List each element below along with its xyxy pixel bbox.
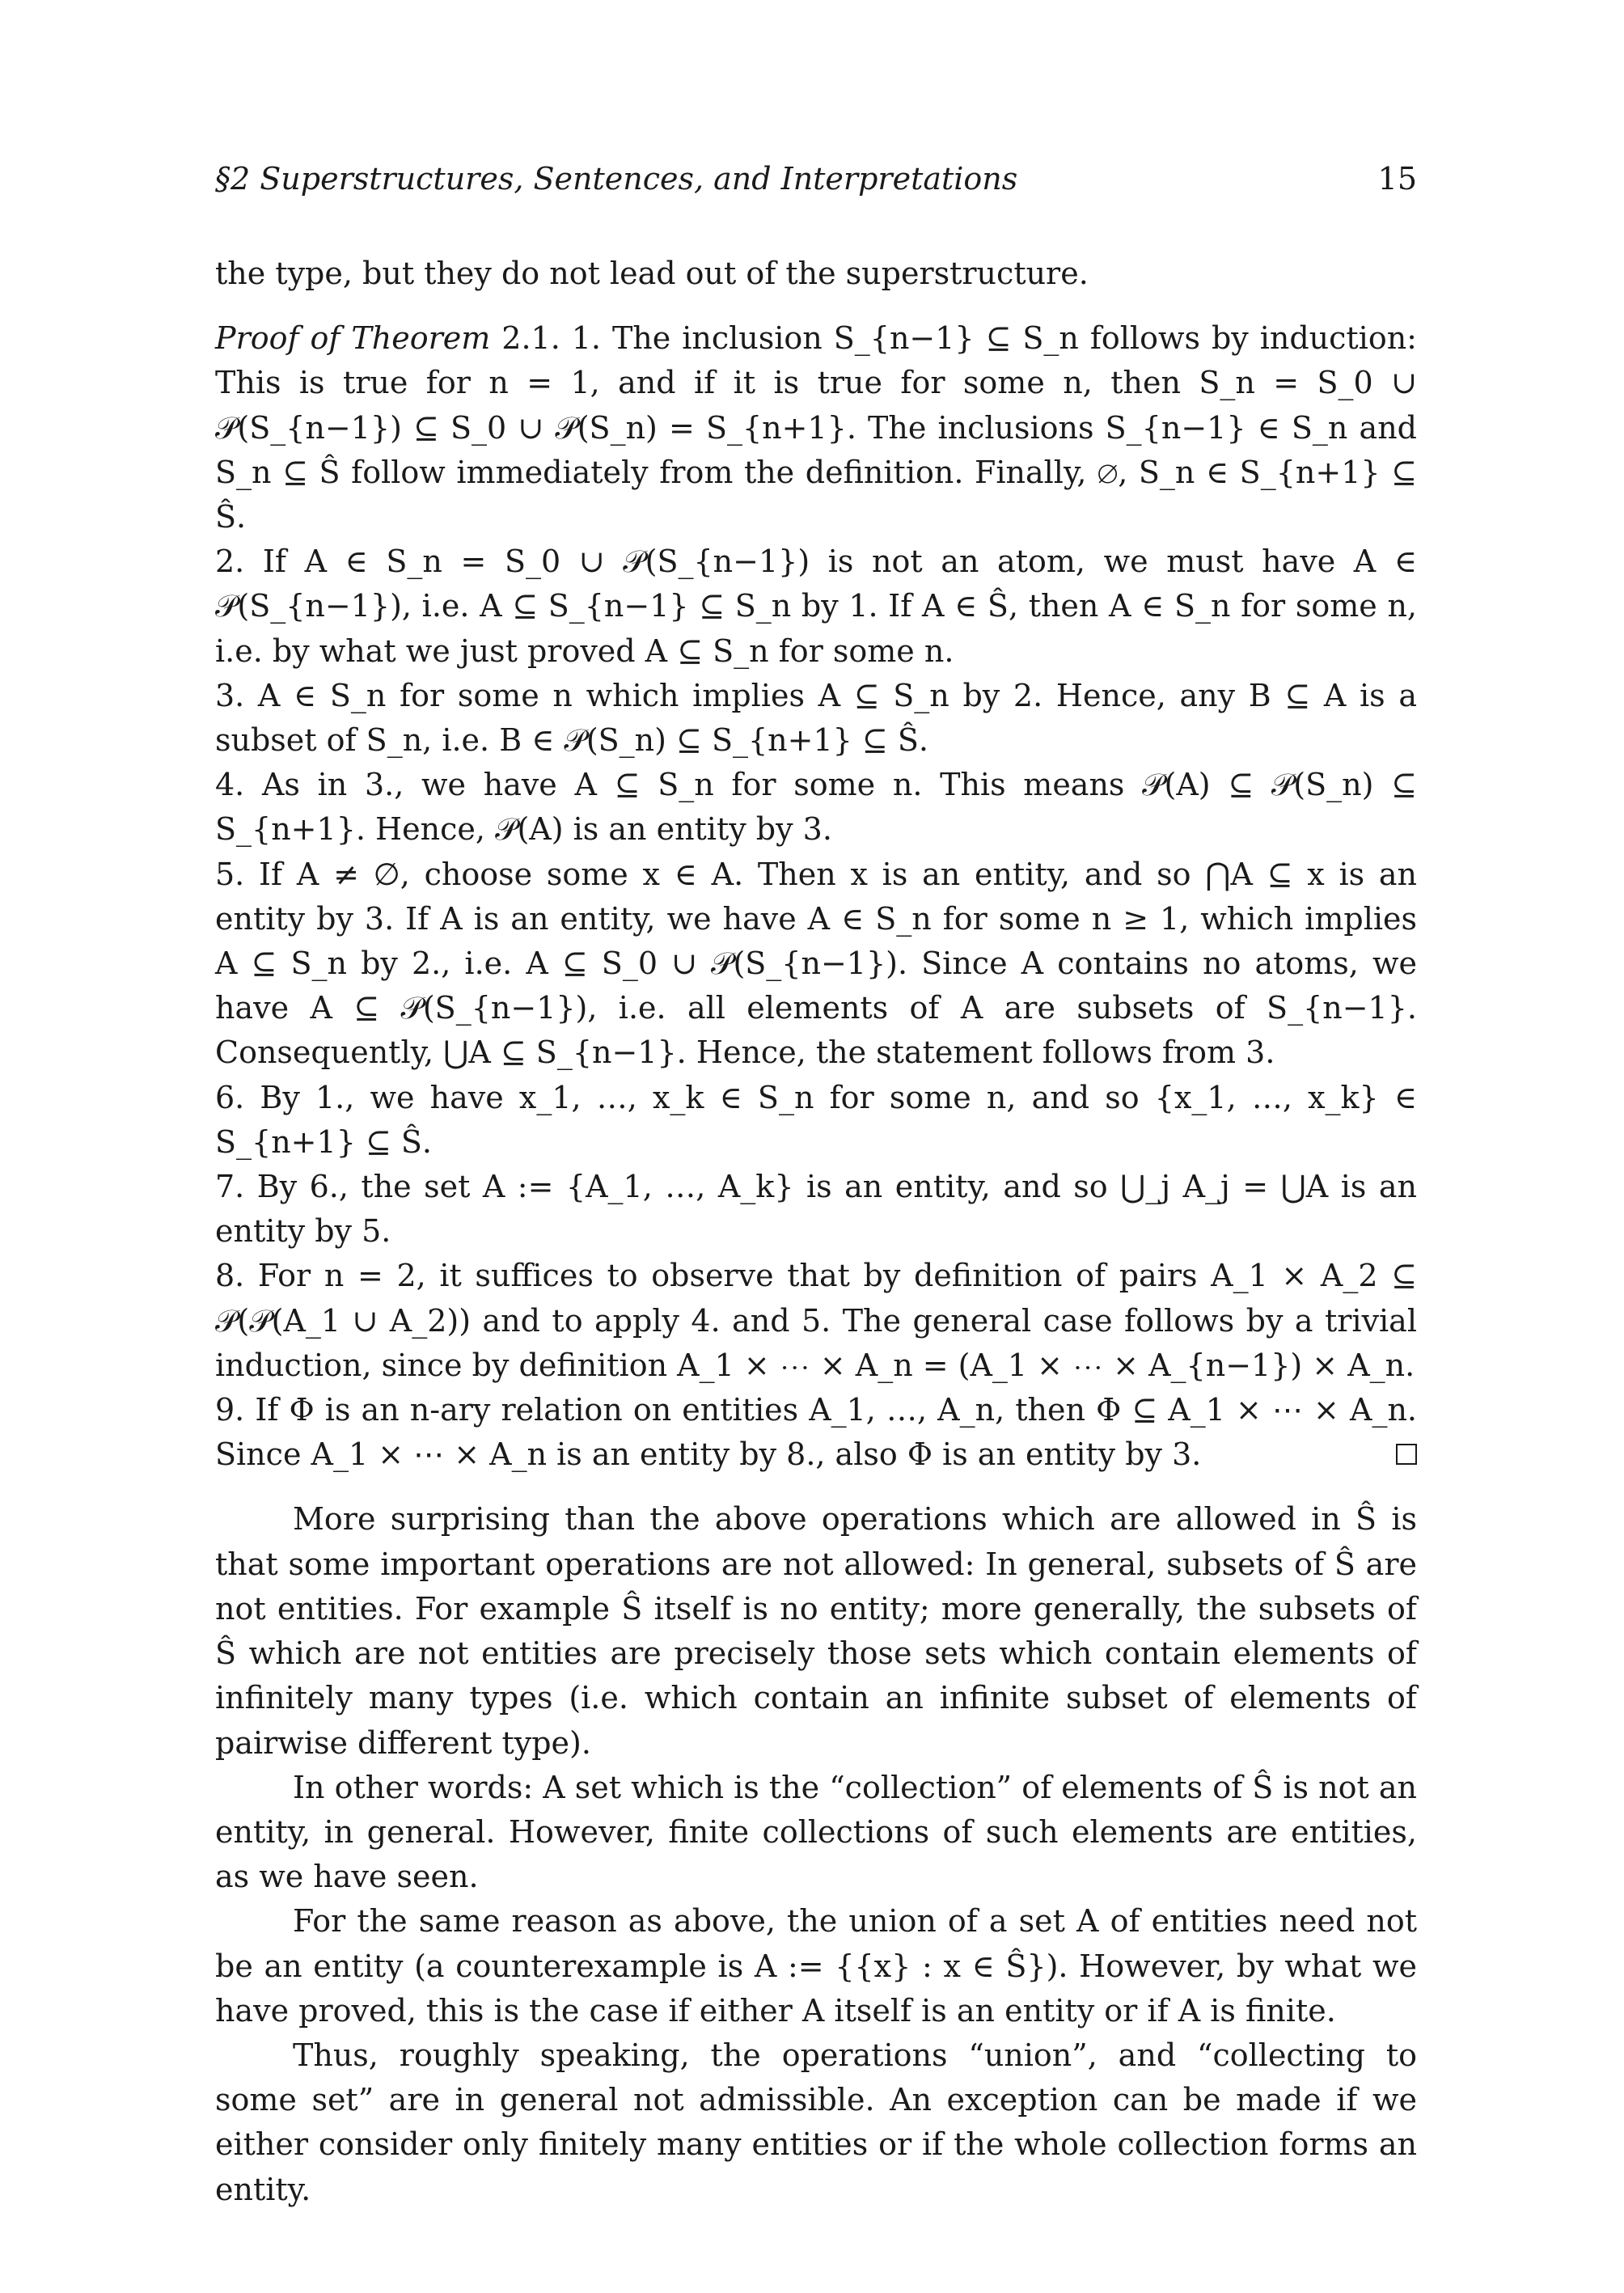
proof-item-7: 7. By 6., the set A := {A_1, …, A_k} is an entity, and so ⋃_j A_j = ⋃A is an entity by 5. [215,1169,1417,1250]
proof-item-3: 3. A ∈ S_n for some n which implies A ⊆ S_n by 2. Hence, any B ⊆ A is a subset of S_n, i.e. B ∈ 𝒫(S_n) ⊆ S_{n+1} ⊆ Ŝ. [215,677,1417,759]
proof-item-6: 6. By 1., we have x_1, …, x_k ∈ S_n for some n, and so {x_1, …, x_k} ∈ S_{n+1} ⊆ Ŝ. [215,1079,1417,1160]
intro-line: the type, but they do not lead out of the superstructure. [215,256,1089,291]
proof-item-9-wrapper [215,1388,1417,1477]
paragraph-4: Thus, roughly speaking, the operations “union”, and “collecting to some set” are in general not admissible. An exception can be made if we either consider only finitely many entities or if the whole collection forms an entity. [215,2037,1417,2207]
running-header [215,158,1417,200]
paragraph-1: More surprising than the above operations which are allowed in Ŝ is that some important operations are not allowed: In general, subsets of Ŝ are not entities. For example Ŝ itself is no entity; more generally, the subsets of Ŝ which are not entities are precisely those sets which contain elements of infinitely many types (i.e. which contain an infinite subset of elements of pairwise different type). [215,1501,1417,1761]
proof-label: Proof of Theorem [215,320,491,357]
proof-item-2: 2. If A ∈ S_n = S_0 ∪ 𝒫(S_{n−1}) is not an atom, we must have A ∈ 𝒫(S_{n−1}), i.e. A ⊆ S_{n−1} ⊆ S_n by 1. If A ∈ Ŝ, then A ∈ S_n for some n, i.e. by what we just proved A ⊆ S_n for some n. [215,544,1417,669]
paragraph-3: For the same reason as above, the union of a set A of entities need not be an entity (a counterexample is A := {{x} : x ∈ Ŝ}). However, by what we have proved, this is the case if either A itself is an entity or if A is finite. [215,1903,1417,2029]
qed-square-icon [1396,1444,1417,1465]
page-body [215,158,1417,2212]
proof-item-4: 4. As in 3., we have A ⊆ S_n for some n. This means 𝒫(A) ⊆ 𝒫(S_n) ⊆ S_{n+1}. Hence, 𝒫(A) is an entity by 3. [215,767,1417,848]
proof-block [215,316,1417,1477]
proof-number: 2.1. [501,320,560,357]
proof-item-5: 5. If A ≠ ∅, choose some x ∈ A. Then x is an entity, and so ⋂A ⊆ x is an entity by 3. If A is an entity, we have A ∈ S_n for some n ≥ 1, which implies A ⊆ S_n by 2., i.e. A ⊆ S_0 ∪ 𝒫(S_{n−1}). Since A contains no atoms, we have A ⊆ 𝒫(S_{n−1}), i.e. all elements of A are subsets of S_{n−1}. Consequently, ⋃A ⊆ S_{n−1}. Hence, the statement follows from 3. [215,856,1417,1071]
paragraph-2: In other words: A set which is the “collection” of elements of Ŝ is not an entity, in general. However, finite collections of such elements are entities, as we have seen. [215,1769,1417,1895]
page-number: 15 [1377,161,1417,197]
proof-item-1: 1. The inclusion S_{n−1} ⊆ S_n follows by induction: This is true for n = 1, and if it is true for some n, then S_n = S_0 ∪ 𝒫(S_{n−1}) ⊆ S_0 ∪ 𝒫(S_n) = S_{n+1}. The inclusions S_{n−1} ∈ S_n and S_n ⊆ Ŝ follow immediately from the definition. Finally, ∅, S_n ∈ S_{n+1} ⊆ Ŝ. [215,320,1417,535]
proof-item-9: 9. If Φ is an n-ary relation on entities A_1, …, A_n, then Φ ⊆ A_1 × ⋯ × A_n. Since A_1 × ⋯ × A_n is an entity by 8., also Φ is an entity by 3. [215,1392,1417,1473]
section-title: §2 Superstructures, Sentences, and Interpretations [215,161,1018,197]
proof-item-8: 8. For n = 2, it suffices to observe that by definition of pairs A_1 × A_2 ⊆ 𝒫(𝒫(A_1 ∪ A_2)) and to apply 4. and 5. The general case follows by a trivial induction, since by definition A_1 × ⋯ × A_n = (A_1 × ⋯ × A_{n−1}) × A_n. [215,1258,1417,1383]
